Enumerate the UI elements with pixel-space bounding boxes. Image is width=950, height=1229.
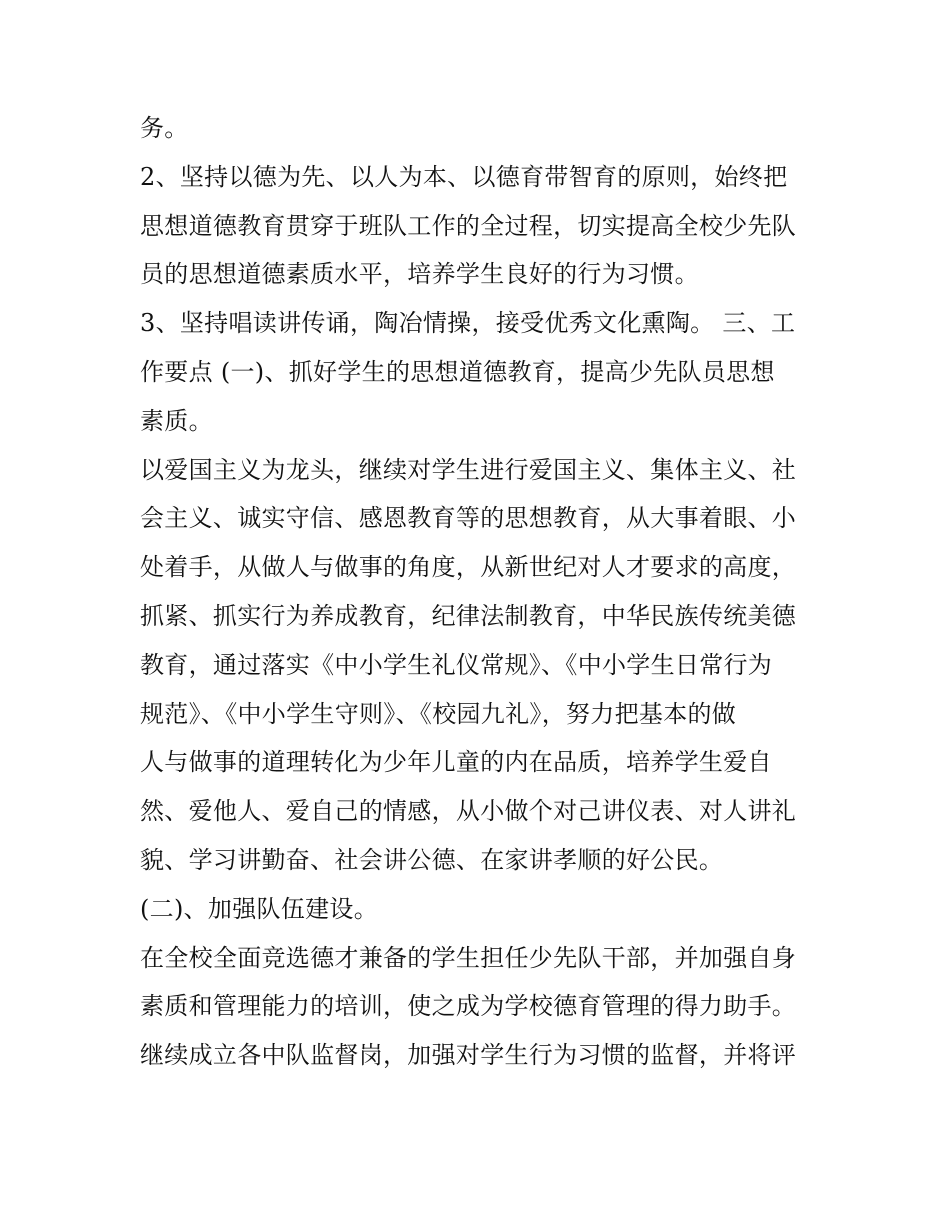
text-line: 教育，通过落实《中小学生礼仪常规》、《中小学生日常行为 xyxy=(140,650,773,679)
text-line: 然、爱他人、爱自己的情感，从小做个对己讲仪表、对人讲礼 xyxy=(140,797,797,826)
text-line: 在全校全面竞选德才兼备的学生担任少先队干部，并加强自身 xyxy=(140,943,797,972)
text-line: 貌、学习讲勤奋、社会讲公德、在家讲孝顺的好公民。 xyxy=(140,845,724,874)
text-line: 3、坚持唱读讲传诵，陶冶情操，接受优秀文化熏陶。 三、工 xyxy=(140,309,796,338)
text-line: 规范》、《中小学生守则》、《校园九礼》，努力把基本的做 xyxy=(140,699,737,728)
text-line: 处着手，从做人与做事的角度，从新世纪对人才要求的高度， xyxy=(140,553,797,582)
text-line: 继续成立各中队监督岗，加强对学生行为习惯的监督，并将评 xyxy=(140,1041,797,1070)
text-line: 员的思想道德素质水平，培养学生良好的行为习惯。 xyxy=(140,260,699,289)
text-line: 以爱国主义为龙头，继续对学生进行爱国主义、集体主义、社 xyxy=(140,455,797,484)
text-line: 抓紧、抓实行为养成教育，纪律法制教育，中华民族传统美德 xyxy=(140,601,797,630)
text-line: 思想道德教育贯穿于班队工作的全过程，切实提高全校少先队 xyxy=(140,211,797,240)
text-line: 务。 xyxy=(140,114,189,142)
text-line: 会主义、诚实守信、感恩教育等的思想教育，从大事着眼、小 xyxy=(140,504,797,533)
text-line: 素质和管理能力的培训，使之成为学校德育管理的得力助手。 xyxy=(140,992,797,1021)
text-line: 作要点 (一)、抓好学生的思想道德教育，提高少先队员思想 xyxy=(140,357,775,386)
body-text xyxy=(140,104,820,1080)
text-line: 人与做事的道理转化为少年儿童的内在品质，培养学生爱自 xyxy=(140,748,772,777)
text-line: 2、坚持以德为先、以人为本、以德育带智育的原则，始终把 xyxy=(140,162,788,191)
text-line: 素质。 xyxy=(140,406,213,435)
text-line: (二)、加强队伍建设。 xyxy=(140,894,379,923)
